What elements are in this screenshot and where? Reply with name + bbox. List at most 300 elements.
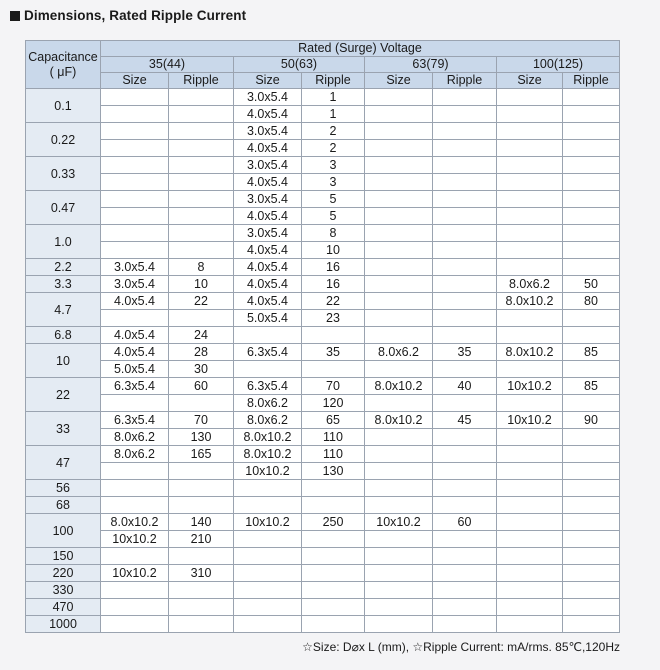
table-row [26,106,620,123]
ripple-cell [302,497,365,514]
size-cell [497,616,563,633]
size-cell: 6.3x5.4 [101,378,169,395]
ripple-cell: 120 [302,395,365,412]
size-cell [101,123,169,140]
ripple-cell [563,208,620,225]
ripple-cell [433,565,497,582]
ripple-cell [433,446,497,463]
ripple-cell: 210 [169,531,234,548]
ripple-cell [563,429,620,446]
table-row [26,548,620,565]
size-cell: 8.0x6.2 [101,429,169,446]
ripple-cell [563,395,620,412]
size-cell: 8.0x10.2 [497,344,563,361]
size-cell: 8.0x10.2 [365,412,433,429]
size-cell: 8.0x6.2 [497,276,563,293]
voltage-header-63: 63(79) [365,57,497,73]
capacitance-header: Capacitance ( μF) [26,41,101,89]
size-cell: 8.0x10.2 [234,429,302,446]
rated-voltage-header: Rated (Surge) Voltage [101,41,620,57]
size-cell [497,327,563,344]
size-cell [234,531,302,548]
size-cell [101,480,169,497]
size-cell [365,259,433,276]
size-cell [497,140,563,157]
ripple-cell [563,565,620,582]
ripple-cell [433,191,497,208]
size-cell [234,327,302,344]
ripple-cell: 60 [433,514,497,531]
size-cell [497,123,563,140]
ripple-cell [563,157,620,174]
ripple-cell [563,242,620,259]
size-cell [497,446,563,463]
ripple-cell [433,293,497,310]
size-cell [497,208,563,225]
ripple-cell [563,361,620,378]
size-cell: 8.0x10.2 [101,514,169,531]
size-header: Size [234,73,302,89]
ripple-cell [302,548,365,565]
square-bullet-icon [10,11,20,21]
ripple-header: Ripple [433,73,497,89]
table-row [26,514,620,531]
capacitance-cell: 3.3 [26,276,101,293]
ripple-cell: 110 [302,446,365,463]
ripple-cell [433,225,497,242]
ripple-cell [302,616,365,633]
size-cell [365,225,433,242]
capacitance-cell: 68 [26,497,101,514]
size-header: Size [101,73,169,89]
size-cell [234,548,302,565]
ripple-cell [433,106,497,123]
ripple-cell: 40 [433,378,497,395]
ripple-cell [433,395,497,412]
ripple-cell: 70 [169,412,234,429]
voltage-header-35: 35(44) [101,57,234,73]
size-cell [365,310,433,327]
ripple-cell: 110 [302,429,365,446]
size-cell [365,174,433,191]
size-cell [234,582,302,599]
size-cell: 10x10.2 [497,378,563,395]
capacitance-cell: 1.0 [26,225,101,259]
size-cell: 4.0x5.4 [101,293,169,310]
ripple-cell [563,497,620,514]
ripple-cell: 22 [302,293,365,310]
capacitance-cell: 470 [26,599,101,616]
size-header: Size [497,73,563,89]
size-header: Size [365,73,433,89]
ripple-cell [169,140,234,157]
capacitance-cell: 10 [26,344,101,378]
size-cell [497,191,563,208]
ripple-cell: 80 [563,293,620,310]
ripple-cell [169,174,234,191]
ripple-cell [563,259,620,276]
ripple-cell [563,140,620,157]
size-cell [365,429,433,446]
ripple-cell: 8 [169,259,234,276]
ripple-cell [169,208,234,225]
ripple-cell: 165 [169,446,234,463]
capacitance-cell: 150 [26,548,101,565]
ripple-cell: 35 [433,344,497,361]
size-cell [101,157,169,174]
size-cell [101,225,169,242]
table-row [26,344,620,361]
table-row [26,191,620,208]
ripple-cell [563,225,620,242]
ripple-cell [433,480,497,497]
size-cell: 6.3x5.4 [234,344,302,361]
size-cell [497,480,563,497]
size-cell: 4.0x5.4 [234,242,302,259]
size-cell: 10x10.2 [497,412,563,429]
table-row [26,412,620,429]
size-cell [101,548,169,565]
ripple-cell: 24 [169,327,234,344]
table-row [26,208,620,225]
size-cell: 8.0x6.2 [234,395,302,412]
size-cell [365,140,433,157]
ripple-cell: 250 [302,514,365,531]
ripple-cell [302,599,365,616]
ripple-cell [433,327,497,344]
size-cell [365,123,433,140]
ripple-cell: 16 [302,276,365,293]
ripple-cell [169,599,234,616]
size-cell [497,514,563,531]
size-cell [101,140,169,157]
size-cell: 4.0x5.4 [234,106,302,123]
ripple-cell [302,327,365,344]
size-cell [497,361,563,378]
ripple-cell [302,565,365,582]
size-cell [497,395,563,412]
size-cell [101,497,169,514]
ripple-cell: 140 [169,514,234,531]
size-cell: 8.0x10.2 [497,293,563,310]
ripple-cell [169,89,234,106]
size-cell [101,616,169,633]
voltage-header-100: 100(125) [497,57,620,73]
ripple-cell: 130 [169,429,234,446]
ripple-header: Ripple [563,73,620,89]
size-cell [497,174,563,191]
size-cell [497,582,563,599]
ripple-cell [433,276,497,293]
size-cell [497,225,563,242]
size-cell [234,616,302,633]
ripple-cell: 65 [302,412,365,429]
ripple-cell [433,208,497,225]
size-cell [365,548,433,565]
capacitance-cell: 2.2 [26,259,101,276]
size-cell [497,310,563,327]
ripple-cell [302,361,365,378]
size-cell: 4.0x5.4 [234,208,302,225]
table-row [26,531,620,548]
ripple-cell [433,582,497,599]
ripple-cell [433,429,497,446]
ripple-cell [563,174,620,191]
ripple-cell [433,174,497,191]
size-cell [365,106,433,123]
size-cell: 4.0x5.4 [234,276,302,293]
ripple-cell [563,514,620,531]
size-cell [365,463,433,480]
ripple-cell [169,106,234,123]
ripple-cell [302,582,365,599]
table-row [26,310,620,327]
ripple-cell [433,89,497,106]
table-row [26,378,620,395]
ripple-cell [433,242,497,259]
table-row [26,242,620,259]
size-cell [497,565,563,582]
table-row [26,446,620,463]
ripple-cell [169,497,234,514]
capacitance-cell: 330 [26,582,101,599]
table-row [26,327,620,344]
table-row [26,225,620,242]
size-cell [497,548,563,565]
size-cell: 6.3x5.4 [234,378,302,395]
capacitance-cell: 56 [26,480,101,497]
size-cell [497,89,563,106]
capacitance-cell: 33 [26,412,101,446]
ripple-cell: 22 [169,293,234,310]
ripple-cell [563,191,620,208]
ripple-cell [433,531,497,548]
ripple-cell [563,599,620,616]
size-cell: 5.0x5.4 [101,361,169,378]
ripple-cell [563,531,620,548]
ripple-cell: 16 [302,259,365,276]
size-cell [497,599,563,616]
size-cell [497,429,563,446]
size-cell [497,242,563,259]
size-cell [101,106,169,123]
size-cell: 4.0x5.4 [234,140,302,157]
capacitance-cell: 100 [26,514,101,548]
size-cell [365,276,433,293]
ripple-cell [563,327,620,344]
footnote: ☆Size: D⌀x L (mm), ☆Ripple Current: mA/rms. 85℃,120Hz [302,640,620,654]
size-cell [101,174,169,191]
table-row [26,174,620,191]
ripple-cell: 70 [302,378,365,395]
ripple-cell: 28 [169,344,234,361]
capacitance-cell: 6.8 [26,327,101,344]
ripple-cell [433,548,497,565]
ripple-cell [169,463,234,480]
table-row [26,259,620,276]
voltage-header-50: 50(63) [234,57,365,73]
size-cell [101,463,169,480]
ripple-cell: 2 [302,123,365,140]
table-row [26,395,620,412]
table-row [26,140,620,157]
size-cell: 4.0x5.4 [234,259,302,276]
table-row [26,276,620,293]
ripple-cell [169,123,234,140]
ripple-cell [169,157,234,174]
table-row [26,157,620,174]
ripple-cell: 310 [169,565,234,582]
capacitance-cell: 0.1 [26,89,101,123]
ripple-cell: 2 [302,140,365,157]
size-cell [101,242,169,259]
ripple-cell [169,225,234,242]
size-cell [234,565,302,582]
size-cell [365,565,433,582]
ripple-cell [563,463,620,480]
size-cell [365,395,433,412]
size-cell: 4.0x5.4 [234,174,302,191]
page-title-text: Dimensions, Rated Ripple Current [24,8,247,23]
size-cell [101,395,169,412]
size-cell [365,446,433,463]
size-cell: 10x10.2 [101,565,169,582]
size-cell: 3.0x5.4 [101,259,169,276]
size-cell [101,582,169,599]
ripple-cell: 45 [433,412,497,429]
size-cell [101,89,169,106]
table-row [26,616,620,633]
table-row [26,599,620,616]
size-cell: 3.0x5.4 [234,123,302,140]
size-cell: 8.0x10.2 [365,378,433,395]
ripple-cell: 50 [563,276,620,293]
ripple-cell [302,480,365,497]
ripple-cell [433,361,497,378]
ripple-cell: 85 [563,378,620,395]
size-cell: 6.3x5.4 [101,412,169,429]
size-cell: 10x10.2 [234,514,302,531]
ripple-cell [563,548,620,565]
ripple-cell [563,582,620,599]
size-cell: 8.0x6.2 [234,412,302,429]
size-cell: 3.0x5.4 [234,225,302,242]
size-cell [101,599,169,616]
ripple-cell [563,106,620,123]
ripple-cell [169,310,234,327]
table-row [26,123,620,140]
size-cell [365,242,433,259]
ripple-cell [563,89,620,106]
ripple-cell [169,395,234,412]
ripple-cell [169,548,234,565]
ripple-cell: 10 [302,242,365,259]
capacitance-cell: 4.7 [26,293,101,327]
capacitance-cell: 0.22 [26,123,101,157]
size-cell [497,497,563,514]
size-cell: 8.0x6.2 [101,446,169,463]
size-cell: 4.0x5.4 [101,327,169,344]
size-cell: 10x10.2 [365,514,433,531]
ripple-cell [563,446,620,463]
ripple-cell: 130 [302,463,365,480]
ripple-current-table [25,40,620,633]
size-cell: 3.0x5.4 [234,157,302,174]
ripple-cell [563,310,620,327]
size-cell [365,480,433,497]
size-cell: 4.0x5.4 [234,293,302,310]
size-cell [101,208,169,225]
size-cell [101,191,169,208]
capacitance-cell: 0.33 [26,157,101,191]
ripple-cell [433,123,497,140]
ripple-cell [563,616,620,633]
ripple-cell: 90 [563,412,620,429]
ripple-header: Ripple [302,73,365,89]
table-row [26,361,620,378]
table-row [26,480,620,497]
ripple-cell [169,616,234,633]
size-cell [497,259,563,276]
ripple-cell [433,157,497,174]
ripple-cell: 1 [302,89,365,106]
size-cell [497,531,563,548]
ripple-cell [169,480,234,497]
ripple-cell [169,242,234,259]
capacitance-cell: 22 [26,378,101,412]
table-row [26,293,620,310]
ripple-cell [302,531,365,548]
ripple-cell [433,599,497,616]
ripple-cell [433,140,497,157]
table-row [26,565,620,582]
size-cell [497,106,563,123]
ripple-cell [169,191,234,208]
size-cell [365,208,433,225]
size-cell [497,463,563,480]
table-row [26,582,620,599]
capacitance-cell: 0.47 [26,191,101,225]
size-cell [365,497,433,514]
ripple-cell [563,480,620,497]
size-cell [234,599,302,616]
ripple-cell [433,310,497,327]
ripple-cell: 85 [563,344,620,361]
size-cell [365,191,433,208]
size-cell [365,293,433,310]
size-cell: 3.0x5.4 [234,89,302,106]
ripple-cell: 35 [302,344,365,361]
size-cell: 10x10.2 [234,463,302,480]
size-cell [365,157,433,174]
ripple-cell: 60 [169,378,234,395]
size-cell [365,531,433,548]
size-cell [365,582,433,599]
ripple-header: Ripple [169,73,234,89]
size-cell [365,599,433,616]
size-cell [365,327,433,344]
size-cell: 3.0x5.4 [234,191,302,208]
page-title [10,8,246,23]
table-row [26,89,620,106]
size-cell: 3.0x5.4 [101,276,169,293]
ripple-cell: 8 [302,225,365,242]
size-cell [234,480,302,497]
size-cell [234,497,302,514]
ripple-cell [563,123,620,140]
ripple-cell [433,616,497,633]
table-row [26,463,620,480]
